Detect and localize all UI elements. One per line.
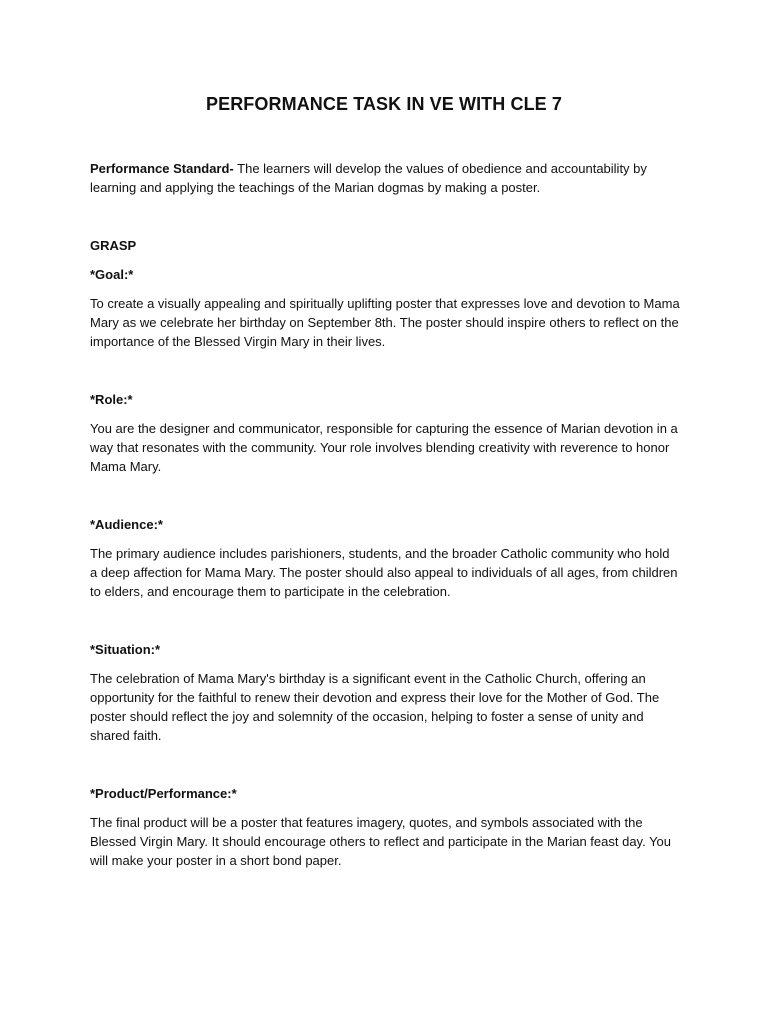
section-audience (90, 515, 680, 601)
section-label: *Situation:* (90, 642, 161, 657)
section-label: *Role:* (90, 392, 133, 407)
section-situation (90, 640, 680, 745)
section-label: *Product/Performance:* (90, 786, 237, 801)
performance-standard (90, 159, 680, 197)
section-text: You are the designer and communicator, responsible for capturing the essence of Marian devotion in a way that resonates with the community. Your role involves blending creativity with reverence to honor Mama Mary. (90, 421, 678, 474)
section-text: To create a visually appealing and spiritually uplifting poster that expresses love and devotion to Mama Mary as we celebrate her birthday on September 8th. The poster should inspire others to reflect on the importance of the Blessed Virgin Mary in their lives. (90, 296, 680, 349)
section-label: *Goal:* (90, 267, 134, 282)
performance-standard-text: The learners will develop the values of obedience and accountability by learning and applying the teachings of the Marian dogmas by making a poster. (90, 161, 647, 195)
section-text: The celebration of Mama Mary's birthday is a significant event in the Catholic Church, offering an opportunity for the faithful to renew their devotion and express their love for the Mother of God. The poster should reflect the joy and solemnity of the occasion, helping to foster a sense of unity and shared faith. (90, 671, 660, 743)
section-goal (90, 265, 680, 351)
section-text: The final product will be a poster that features imagery, quotes, and symbols associated with the Blessed Virgin Mary. It should encourage others to reflect and participate in the Marian feast day. You will make your poster in a short bond paper. (90, 815, 672, 868)
grasp-heading: GRASP (90, 238, 137, 253)
performance-standard-label: Performance Standard- (90, 161, 234, 176)
section-text: The primary audience includes parishioners, students, and the broader Catholic community who hold a deep affection for Mama Mary. The poster should also appeal to individuals of all ages, from children to elders, and encourage them to participate in the celebration. (90, 546, 678, 599)
section-label: *Audience:* (90, 517, 163, 532)
document-body (90, 159, 680, 889)
page-title: PERFORMANCE TASK IN VE WITH CLE 7 (206, 94, 562, 114)
section-role (90, 390, 680, 476)
section-product-performance (90, 784, 680, 870)
